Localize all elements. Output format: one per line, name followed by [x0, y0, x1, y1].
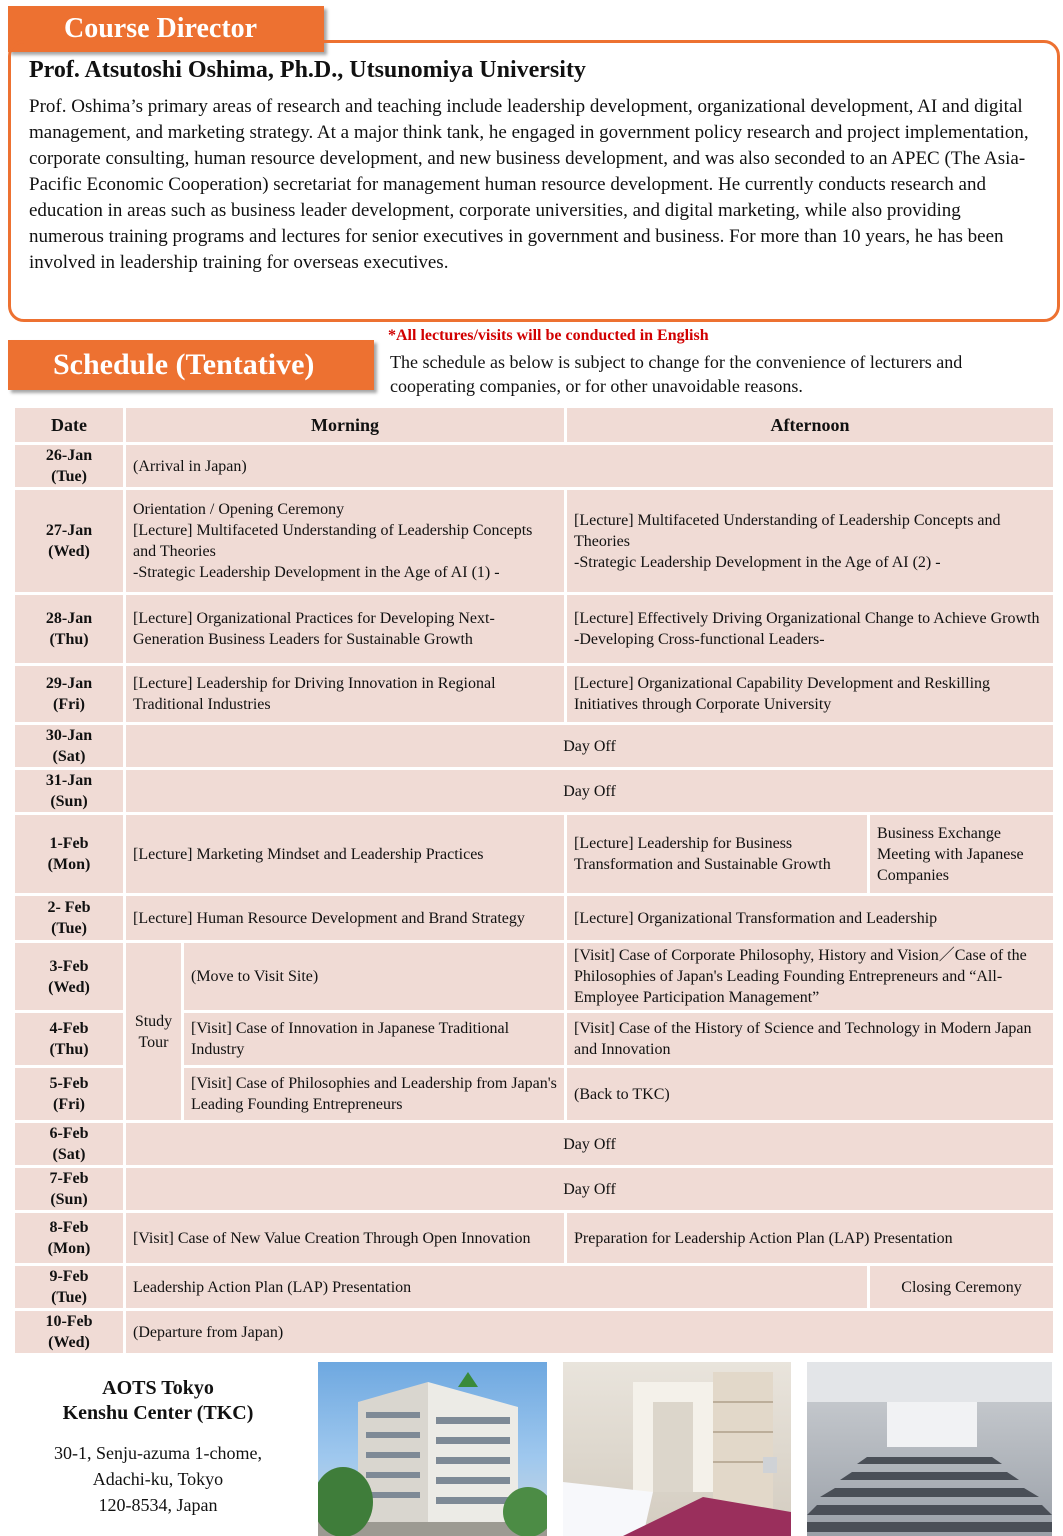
- cell-line: [Visit] Case of Philosophies and Leadership from Japan's Leading Founding Entrepreneurs: [191, 1075, 557, 1113]
- cell-line: [Lecture] Leadership for Driving Innovation in Regional Traditional Industries: [133, 675, 496, 713]
- schedule-row: [15, 770, 1053, 812]
- full-day-cell: (Arrival in Japan): [126, 445, 1053, 487]
- morning-cell: [126, 896, 564, 940]
- schedule-table: [12, 405, 1056, 1356]
- date-label: 29-Jan: [45, 675, 93, 692]
- full-day-cell: (Departure from Japan): [126, 1311, 1053, 1353]
- date-label: 26-Jan: [45, 447, 93, 464]
- cell-line: [Lecture] Multifaceted Understanding of Leadership Concepts and Theories: [133, 522, 533, 560]
- schedule-row: [15, 1168, 1053, 1210]
- morning-cell: [126, 1213, 564, 1263]
- day-label: (Wed): [48, 543, 90, 560]
- course-director-box: [8, 40, 1060, 322]
- cell-line: Preparation for Leadership Action Plan (LAP) Presentation: [574, 1229, 953, 1247]
- english-note: *All lectures/visits will be conducted in English: [388, 327, 709, 344]
- date-cell: [15, 725, 123, 767]
- afternoon-cell: [567, 1213, 1053, 1263]
- cell-line: [Visit] Case of the History of Science and Technology in Modern Japan and Innovation: [574, 1020, 1032, 1058]
- date-label: 9-Feb: [49, 1268, 89, 1285]
- cell-line: Business Exchange Meeting with Japanese Companies: [877, 824, 1024, 884]
- cell-line: [Lecture] Effectively Driving Organizational Change to Achieve Growth: [574, 610, 1040, 627]
- morning-cell: [126, 666, 564, 722]
- address-line: 30-1, Senju-azuma 1-chome,: [54, 1443, 262, 1463]
- cell-line: [Lecture] Marketing Mindset and Leadership Practices: [133, 845, 484, 863]
- date-label: 5-Feb: [49, 1075, 89, 1092]
- address-line: Adachi-ku, Tokyo: [92, 1469, 224, 1489]
- cell-line: -Strategic Leadership Development in the Age of AI (1) -: [133, 564, 500, 581]
- lecture-hall-photo: [807, 1362, 1052, 1536]
- cell-line: [Visit] Case of Corporate Philosophy, History and Vision／Case of the Philosophies of Japan's Leading Founding Entrepreneurs and “All-Employee Participation Management”: [574, 947, 1027, 1006]
- schedule-row: [15, 490, 1053, 592]
- afternoon-cell: [567, 1013, 1053, 1065]
- morning-cell: [184, 1068, 564, 1120]
- cell-line: [Visit] Case of New Value Creation Through Open Innovation: [133, 1229, 531, 1247]
- day-label: (Mon): [47, 856, 91, 873]
- schedule-row: [15, 1311, 1053, 1353]
- schedule-header-row: [15, 408, 1053, 442]
- afternoon-cell: [567, 815, 867, 893]
- morning-cell: [184, 1013, 564, 1065]
- address-line: 120-8534, Japan: [98, 1495, 218, 1515]
- schedule-row: [15, 1266, 1053, 1308]
- date-label: 10-Feb: [45, 1313, 93, 1330]
- date-cell: [15, 595, 123, 663]
- day-label: (Fri): [53, 696, 85, 713]
- date-cell: [15, 666, 123, 722]
- building-photo: [318, 1362, 547, 1536]
- date-cell: [15, 770, 123, 812]
- schedule-tab: Schedule (Tentative): [8, 340, 374, 390]
- date-cell: [15, 445, 123, 487]
- date-cell: [15, 1068, 123, 1120]
- guest-room-photo: [563, 1362, 791, 1536]
- date-label: 27-Jan: [45, 522, 93, 539]
- venue-title-line: AOTS Tokyo: [102, 1377, 214, 1399]
- cell-line: [Lecture] Organizational Transformation and Leadership: [574, 909, 938, 927]
- date-cell: [15, 815, 123, 893]
- day-label: (Mon): [47, 1240, 91, 1257]
- date-label: 7-Feb: [49, 1170, 89, 1187]
- day-label: (Thu): [49, 631, 89, 648]
- date-label: 31-Jan: [45, 772, 93, 789]
- cell-line: [Visit] Case of Innovation in Japanese Traditional Industry: [191, 1020, 510, 1058]
- day-label: (Sat): [52, 748, 86, 765]
- header-morning: Morning: [126, 408, 564, 442]
- day-off-cell: Day Off: [126, 1123, 1053, 1165]
- afternoon-cell: [567, 595, 1053, 663]
- day-off-cell: Day Off: [126, 770, 1053, 812]
- date-cell: [15, 1013, 123, 1065]
- venue-address: [24, 1440, 292, 1518]
- day-label: (Sat): [52, 1146, 86, 1163]
- day-label: (Thu): [49, 1041, 89, 1058]
- date-label: 8-Feb: [49, 1219, 89, 1236]
- cell-line: (Back to TKC): [574, 1085, 670, 1103]
- date-cell: [15, 1168, 123, 1210]
- course-director-tab: Course Director: [8, 6, 324, 52]
- date-label: 6-Feb: [49, 1125, 89, 1142]
- day-off-cell: Day Off: [126, 725, 1053, 767]
- venue-title-line: Kenshu Center (TKC): [62, 1402, 254, 1424]
- date-label: 1-Feb: [49, 835, 89, 852]
- cell-line: Orientation / Opening Ceremony: [133, 501, 345, 518]
- date-label: 28-Jan: [45, 610, 93, 627]
- schedule-row: [15, 1123, 1053, 1165]
- cell-line: -Strategic Leadership Development in the Age of AI (2) -: [574, 553, 941, 571]
- cell-line: (Move to Visit Site): [191, 968, 319, 985]
- day-label: (Wed): [48, 1334, 90, 1351]
- schedule-row: [15, 1213, 1053, 1263]
- schedule-row: [15, 815, 1053, 893]
- director-name: Prof. Atsutoshi Oshima, Ph.D., Utsunomiya University: [29, 57, 586, 83]
- afternoon-cell: [567, 1068, 1053, 1120]
- cell-line: [Lecture] Organizational Practices for Developing Next-Generation Business Leaders for Sustainable Growth: [133, 610, 495, 648]
- date-cell: [15, 1266, 123, 1308]
- cell-line: [Lecture] Human Resource Development and Brand Strategy: [133, 909, 525, 927]
- day-off-cell: Day Off: [126, 1168, 1053, 1210]
- header-date: Date: [15, 408, 123, 442]
- day-label: (Tue): [51, 468, 87, 485]
- schedule-row: [15, 445, 1053, 487]
- day-label: (Tue): [51, 1289, 87, 1306]
- afternoon-cell: [567, 896, 1053, 940]
- venue-title: [24, 1376, 292, 1426]
- day-label: (Wed): [48, 978, 90, 996]
- afternoon-cell: [567, 490, 1053, 592]
- afternoon-cell: [567, 666, 1053, 722]
- schedule-row: [15, 725, 1053, 767]
- morning-cell: [184, 943, 564, 1010]
- cell-line: [Lecture] Multifaceted Understanding of Leadership Concepts and Theories: [574, 511, 1001, 550]
- header-afternoon: Afternoon: [567, 408, 1053, 442]
- date-label: 3-Feb: [49, 957, 89, 975]
- cell-line: [Lecture] Leadership for Business Transformation and Sustainable Growth: [574, 835, 831, 873]
- day-label: (Sun): [50, 793, 88, 810]
- schedule-row: [15, 896, 1053, 940]
- date-label: 4-Feb: [49, 1020, 89, 1037]
- morning-cell: [126, 815, 564, 893]
- afternoon-cell: [567, 943, 1053, 1010]
- date-cell: [15, 1213, 123, 1263]
- afternoon-extra-cell: [870, 815, 1053, 893]
- schedule-row: [15, 595, 1053, 663]
- date-cell: [15, 896, 123, 940]
- closing-ceremony-cell: Closing Ceremony: [870, 1266, 1053, 1308]
- schedule-row: [15, 666, 1053, 722]
- study-tour-cell: Study Tour: [126, 943, 181, 1120]
- morning-cell: [126, 490, 564, 592]
- date-cell: [15, 943, 123, 1010]
- cell-line: -Developing Cross-functional Leaders-: [574, 631, 825, 648]
- date-label: 30-Jan: [45, 727, 93, 744]
- date-cell: [15, 1123, 123, 1165]
- lap-presentation-cell: Leadership Action Plan (LAP) Presentation: [126, 1266, 867, 1308]
- day-label: (Fri): [53, 1096, 85, 1113]
- day-label: (Sun): [50, 1191, 88, 1208]
- date-cell: [15, 1311, 123, 1353]
- director-bio: Prof. Oshima’s primary areas of research and teaching include leadership development, organizational development, AI and digital management, and marketing strategy. At a major think tank, he engaged in government policy research and project implementation, corporate consulting, human resource development, and new business development, and was also seconded to an APEC (The Asia-Pacific Economic Cooperation) secretariat for management human resource development. He currently conducts research and education in areas such as business leader development, corporate universities, and digital marketing, while also providing numerous training programs and lectures for senior executives in government and business. For more than 10 years, he has been involved in leadership training for overseas executives.: [29, 96, 1029, 273]
- cell-line: [Lecture] Organizational Capability Development and Reskilling Initiatives through Corporate University: [574, 675, 991, 713]
- morning-cell: [126, 595, 564, 663]
- day-label: (Tue): [51, 920, 87, 937]
- date-cell: [15, 490, 123, 592]
- date-label: 2- Feb: [47, 899, 91, 916]
- schedule-note: The schedule as below is subject to change for the convenience of lecturers and cooperating companies, or for other unavoidable reasons.: [390, 352, 963, 396]
- schedule-row: [15, 943, 1053, 1010]
